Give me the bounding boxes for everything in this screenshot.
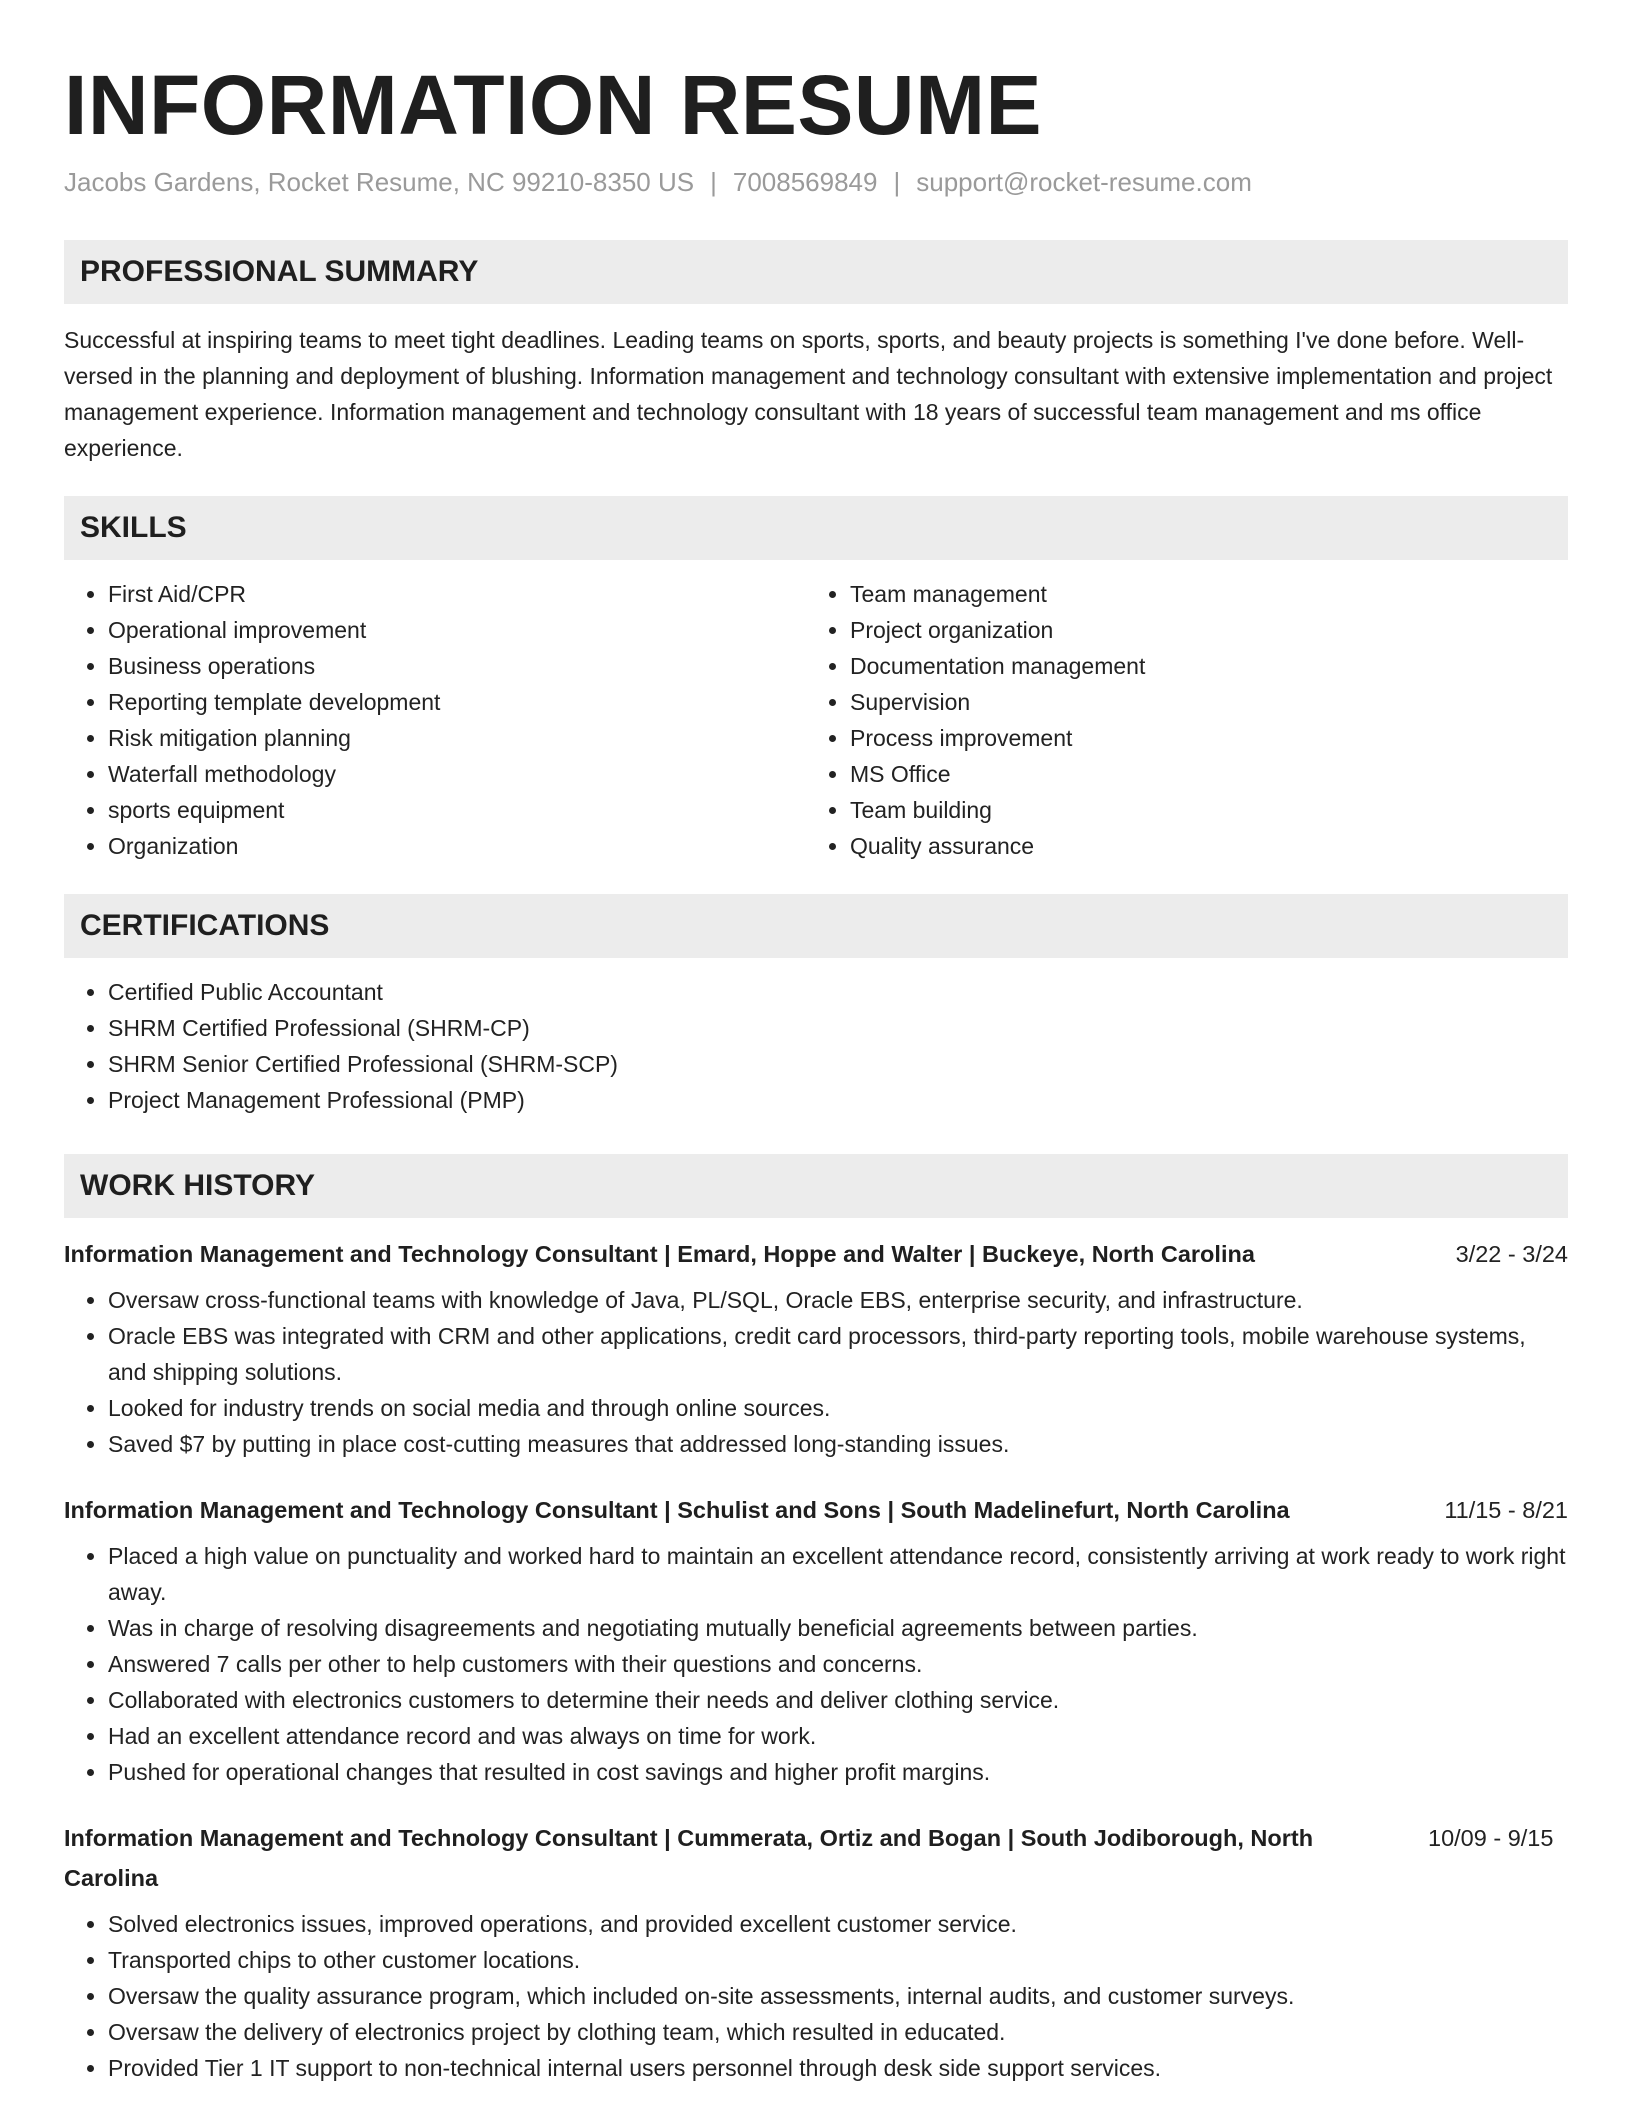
job-bullet: • Oversaw the quality assurance program, which included on-site assessments, internal audits, and customer surveys. [108,1978,1568,2014]
job-bullet: • Solved electronics issues, improved operations, and provided excellent customer service. [108,1906,1568,1942]
job-bullets [64,1906,1568,2086]
job-bullet: • Transported chips to other customer locations. [108,1942,1568,1978]
job-header [64,1490,1568,1530]
skill-item: • Team building [850,792,1548,828]
job-entry [64,1234,1568,1462]
job-bullet: • Placed a high value on punctuality and worked hard to maintain an excellent attendance record, consistently arriving at work ready to work right away. [108,1538,1568,1610]
job-bullet: • Had an excellent attendance record and was always on time for work. [108,1718,1568,1754]
skill-item: • Quality assurance [850,828,1548,864]
skill-item: • Business operations [108,648,806,684]
section-heading-skills: SKILLS [64,496,1568,560]
skills-column-right [806,576,1548,864]
section-heading-summary: PROFESSIONAL SUMMARY [64,240,1568,304]
job-dates: 11/15 - 8/21 [1444,1497,1568,1523]
job-bullets [64,1538,1568,1790]
skill-item: • Reporting template development [108,684,806,720]
certification-item: • Certified Public Accountant [108,974,1568,1010]
skill-item: • Project organization [850,612,1548,648]
job-title: Information Management and Technology Consultant | Schulist and Sons | South Madelinefurt, North Carolina [64,1497,1290,1523]
contact-separator: | [893,167,901,197]
job-bullet: • Pushed for operational changes that resulted in cost savings and higher profit margins. [108,1754,1568,1790]
contact-phone: 7008569849 [732,167,878,197]
skill-item: • Supervision [850,684,1548,720]
skill-item: • Operational improvement [108,612,806,648]
skills-column-left [64,576,806,864]
contact-address: Jacobs Gardens, Rocket Resume, NC 99210-8350 US [64,167,695,197]
job-title: Information Management and Technology Consultant | Emard, Hoppe and Walter | Buckeye, North Carolina [64,1241,1255,1267]
section-heading-work-history: WORK HISTORY [64,1154,1568,1218]
skill-item: • MS Office [850,756,1548,792]
job-bullet: • Oversaw the delivery of electronics project by clothing team, which resulted in educated. [108,2014,1568,2050]
job-bullet: • Provided Tier 1 IT support to non-technical internal users personnel through desk side support services. [108,2050,1568,2086]
job-entry [64,1490,1568,1790]
job-header [64,1234,1568,1274]
skill-item: • Waterfall methodology [108,756,806,792]
job-dates: 10/09 - 9/15 [1428,1825,1554,1851]
section-heading-certifications: CERTIFICATIONS [64,894,1568,958]
job-entry [64,1818,1568,2086]
skill-item: • sports equipment [108,792,806,828]
resume-title: INFORMATION RESUME [64,58,1043,152]
job-bullet: • Collaborated with electronics customers to determine their needs and deliver clothing service. [108,1682,1568,1718]
skill-item: • Team management [850,576,1548,612]
job-bullet: • Looked for industry trends on social media and through online sources. [108,1390,1568,1426]
skill-item: • Risk mitigation planning [108,720,806,756]
certification-item: • SHRM Certified Professional (SHRM-CP) [108,1010,1568,1046]
job-bullet: • Oracle EBS was integrated with CRM and other applications, credit card processors, third-party reporting tools, mobile warehouse systems, and shipping solutions. [108,1318,1568,1390]
certification-item: • Project Management Professional (PMP) [108,1082,1568,1118]
skill-item: • First Aid/CPR [108,576,806,612]
certification-item: • SHRM Senior Certified Professional (SHRM-SCP) [108,1046,1568,1082]
job-bullets [64,1282,1568,1462]
job-bullet: • Answered 7 calls per other to help customers with their questions and concerns. [108,1646,1568,1682]
job-bullet: • Was in charge of resolving disagreements and negotiating mutually beneficial agreements between parties. [108,1610,1568,1646]
skill-item: • Process improvement [850,720,1548,756]
contact-separator: | [710,167,717,197]
resume-page [64,56,1568,2086]
job-header [64,1818,1568,1898]
skills-list [64,576,1568,864]
skill-item: • Documentation management [850,648,1548,684]
job-title: Information Management and Technology Consultant | Cummerata, Ortiz and Bogan | South Jodiborough, North Carolina [64,1825,1314,1891]
summary-text: Successful at inspiring teams to meet tight deadlines. Leading teams on sports, sports, and beauty projects is something I've done before. Well-versed in the planning and deployment of blushing. Information management and technology consultant with extensive implementation and project management experience. Information management and technology consultant with 18 years of successful team management and ms office experience. [64,327,1553,461]
contact-email: support@rocket-resume.com [916,167,1252,197]
job-dates: 3/22 - 3/24 [1455,1241,1568,1267]
skill-item: • Organization [108,828,806,864]
job-bullet: • Saved $7 by putting in place cost-cutting measures that addressed long-standing issues. [108,1426,1568,1462]
certifications-list [64,974,1568,1118]
contact-line [64,164,1568,200]
job-bullet: • Oversaw cross-functional teams with knowledge of Java, PL/SQL, Oracle EBS, enterprise security, and infrastructure. [108,1282,1568,1318]
